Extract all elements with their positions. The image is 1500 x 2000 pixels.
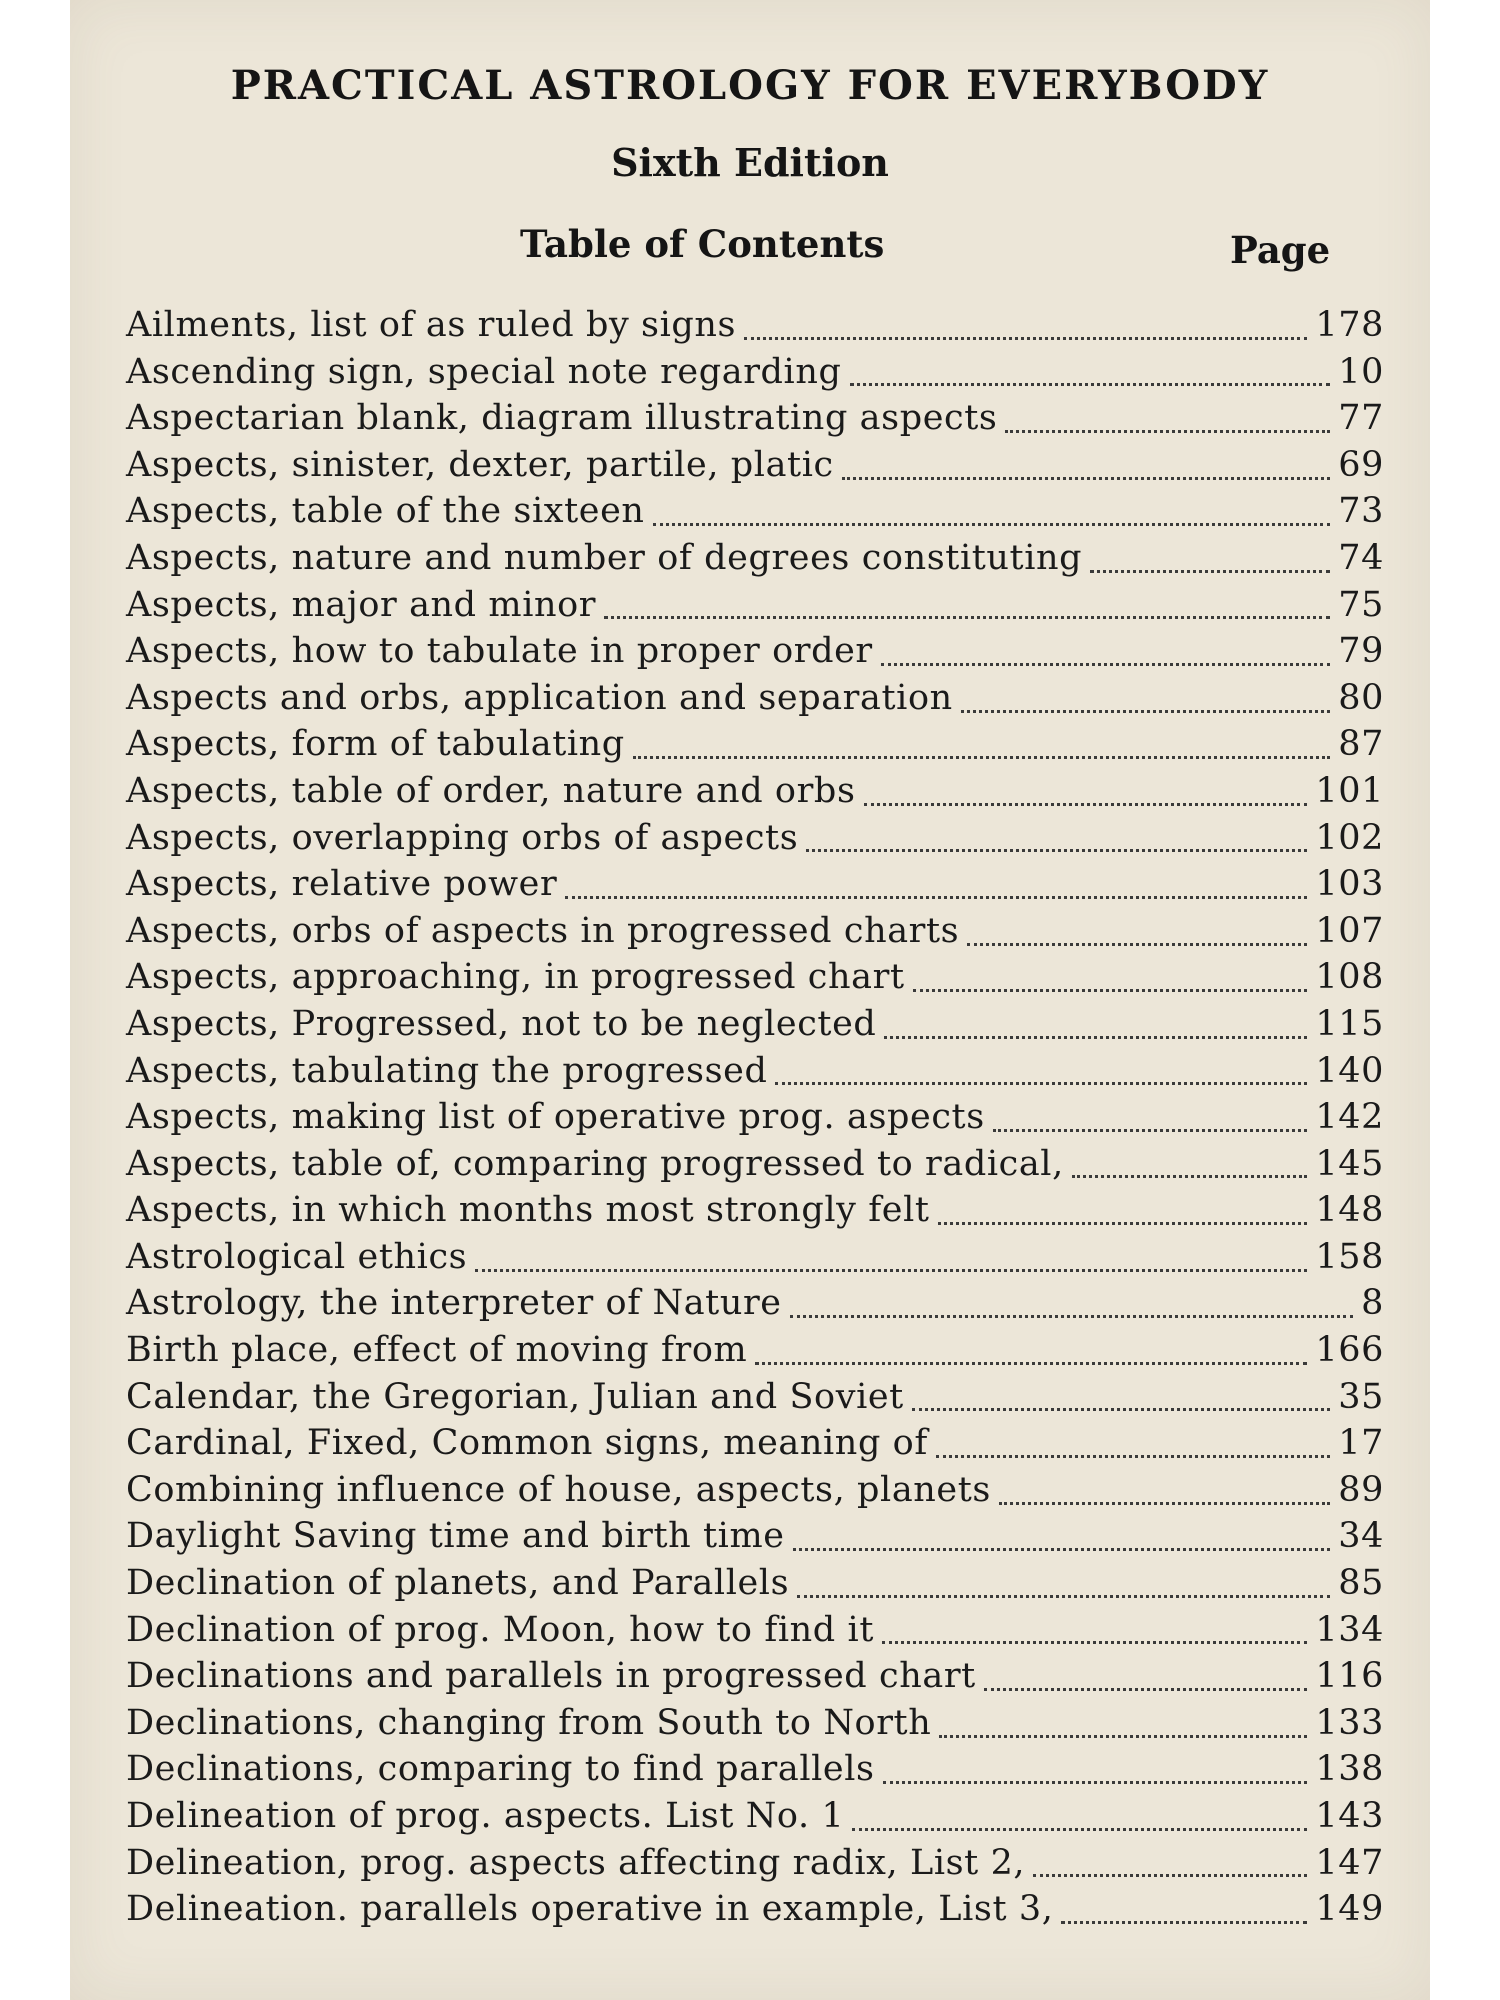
dot-leader xyxy=(755,1358,1307,1365)
dot-leader xyxy=(984,1684,1308,1691)
toc-entry xyxy=(126,1097,1384,1144)
dot-leader xyxy=(967,939,1307,946)
toc-entry-text: Aspects, approaching, in progressed chart xyxy=(126,957,905,998)
dot-leader xyxy=(864,799,1308,806)
toc-entry-page: 10 xyxy=(1338,351,1384,392)
toc-entry-text: Aspects, Progressed, not to be neglected xyxy=(126,1003,877,1044)
toc-entry-page: 147 xyxy=(1315,1842,1384,1883)
dot-leader xyxy=(993,1125,1308,1132)
toc-entry xyxy=(126,864,1384,911)
toc-entry-text: Aspects, overlapping orbs of aspects xyxy=(126,817,799,858)
book-title: PRACTICAL ASTROLOGY FOR EVERYBODY xyxy=(230,62,1270,109)
book-page xyxy=(70,0,1430,2000)
toc-entry xyxy=(126,352,1384,399)
toc-entry-text: Cardinal, Fixed, Common signs, meaning of xyxy=(126,1423,928,1464)
toc-entry xyxy=(126,1516,1384,1563)
toc-entry-page: 115 xyxy=(1315,1003,1384,1044)
toc-entry xyxy=(126,1703,1384,1750)
dot-leader xyxy=(938,1218,1308,1225)
toc-entry-text: Ascending sign, special note regarding xyxy=(126,351,842,392)
toc-entry-text: Aspects, how to tabulate in proper order xyxy=(126,631,873,672)
toc-entry xyxy=(126,1796,1384,1843)
toc-entry xyxy=(126,1423,1384,1470)
dot-leader xyxy=(604,612,1330,619)
toc-entry-text: Aspects, in which months most strongly felt xyxy=(126,1190,930,1231)
toc-entry-page: 35 xyxy=(1338,1376,1384,1417)
toc-entry-page: 178 xyxy=(1315,305,1384,345)
dot-leader xyxy=(842,473,1331,480)
toc-entry-text: Declinations and parallels in progressed chart xyxy=(126,1656,976,1697)
toc-entry xyxy=(126,631,1384,678)
toc-entry-text: Delineation of prog. aspects. List No. 1 xyxy=(126,1796,845,1836)
dot-leader xyxy=(1090,566,1330,573)
dot-leader xyxy=(633,752,1330,759)
page-column-heading: Page xyxy=(1230,228,1331,272)
dot-leader xyxy=(912,1404,1330,1411)
toc-entry xyxy=(126,445,1384,492)
dot-leader xyxy=(1005,426,1330,433)
toc-entry-page: 143 xyxy=(1315,1796,1384,1836)
dot-leader xyxy=(884,1032,1307,1039)
toc-entry-page: 87 xyxy=(1338,724,1384,765)
toc-entry-text: Astrology, the interpreter of Nature xyxy=(126,1283,782,1324)
toc-entry-text: Aspectarian blank, diagram illustrating aspects xyxy=(126,398,998,439)
toc-entry xyxy=(126,1563,1384,1610)
toc-entry-page: 133 xyxy=(1315,1702,1384,1743)
toc-entry-text: Daylight Saving time and birth time xyxy=(126,1516,785,1557)
toc-entry-text: Birth place, effect of moving from xyxy=(126,1330,748,1371)
toc-entry-page: 75 xyxy=(1338,584,1384,625)
toc-entry-page: 158 xyxy=(1315,1236,1384,1277)
toc-entry xyxy=(126,1144,1384,1191)
dot-leader xyxy=(881,659,1331,666)
dot-leader xyxy=(1072,1171,1308,1178)
toc-entry-page: 34 xyxy=(1338,1516,1384,1557)
toc-entry xyxy=(126,724,1384,771)
toc-entry-text: Aspects, table of order, nature and orbs xyxy=(126,770,856,811)
toc-entry xyxy=(126,1051,1384,1098)
dot-leader xyxy=(913,985,1308,992)
toc-entry-page: 142 xyxy=(1315,1097,1384,1138)
toc-entry-text: Ailments, list of as ruled by signs xyxy=(126,305,737,345)
dot-leader xyxy=(744,333,1307,340)
dot-leader xyxy=(939,1731,1307,1738)
toc-entry-text: Calendar, the Gregorian, Julian and Soviet xyxy=(126,1376,904,1417)
dot-leader xyxy=(797,1591,1330,1598)
toc-entry xyxy=(126,1889,1384,1936)
toc-entry-page: 79 xyxy=(1338,631,1384,672)
dot-leader xyxy=(882,1637,1307,1644)
toc-entry-text: Declinations, changing from South to North xyxy=(126,1702,932,1743)
dot-leader xyxy=(775,1078,1307,1085)
toc-entry xyxy=(126,911,1384,958)
dot-leader xyxy=(1061,1917,1307,1924)
toc-entry-text: Delineation. parallels operative in example, List 3, xyxy=(126,1889,1054,1930)
toc-entry xyxy=(126,538,1384,585)
toc-entry-text: Aspects, major and minor xyxy=(126,584,597,625)
toc-entry-page: 149 xyxy=(1315,1889,1384,1930)
dot-leader xyxy=(475,1265,1307,1272)
toc-entry xyxy=(126,1283,1384,1330)
toc-entry-page: 140 xyxy=(1315,1050,1384,1091)
toc-entry xyxy=(126,491,1384,538)
toc-entry-text: Aspects and orbs, application and separation xyxy=(126,677,953,718)
toc-entry-text: Aspects, sinister, dexter, partile, platic xyxy=(126,444,834,485)
toc-entry-text: Declinations, comparing to find parallels xyxy=(126,1749,875,1790)
toc-entry-text: Aspects, form of tabulating xyxy=(126,724,625,765)
toc-entry-page: 148 xyxy=(1315,1190,1384,1231)
toc-entry-page: 145 xyxy=(1315,1143,1384,1184)
toc-entry-page: 8 xyxy=(1361,1283,1384,1324)
dot-leader xyxy=(883,1777,1308,1784)
toc-entry-page: 138 xyxy=(1315,1749,1384,1790)
toc-entry xyxy=(126,818,1384,865)
toc-entry-page: 116 xyxy=(1315,1656,1384,1697)
dot-leader xyxy=(1033,1870,1307,1877)
toc-entry xyxy=(126,1237,1384,1284)
toc-entry xyxy=(126,957,1384,1004)
toc-list xyxy=(126,305,1384,1936)
toc-entry-text: Aspects, table of, comparing progressed to radical, xyxy=(126,1143,1064,1184)
toc-entry-text: Aspects, tabulating the progressed xyxy=(126,1050,768,1091)
toc-entry xyxy=(126,1377,1384,1424)
toc-entry-page: 80 xyxy=(1338,677,1384,718)
toc-entry xyxy=(126,585,1384,632)
toc-entry xyxy=(126,1749,1384,1796)
dot-leader xyxy=(653,519,1331,526)
dot-leader xyxy=(961,706,1330,713)
toc-entry xyxy=(126,1656,1384,1703)
toc-entry-page: 134 xyxy=(1315,1609,1384,1650)
toc-entry-text: Delineation, prog. aspects affecting radix, List 2, xyxy=(126,1842,1026,1883)
toc-entry-page: 73 xyxy=(1338,491,1384,532)
dot-leader xyxy=(850,379,1331,386)
toc-entry-text: Aspects, nature and number of degrees constituting xyxy=(126,537,1083,578)
toc-entry-text: Aspects, table of the sixteen xyxy=(126,491,645,532)
toc-entry-page: 69 xyxy=(1338,444,1384,485)
dot-leader xyxy=(790,1311,1354,1318)
toc-entry-text: Astrological ethics xyxy=(126,1236,468,1277)
toc-entry xyxy=(126,1843,1384,1890)
toc-entry-page: 89 xyxy=(1338,1469,1384,1510)
toc-entry xyxy=(126,771,1384,818)
toc-entry-text: Combining influence of house, aspects, planets xyxy=(126,1469,991,1510)
dot-leader xyxy=(936,1451,1330,1458)
toc-entry xyxy=(126,398,1384,445)
toc-entry-page: 103 xyxy=(1315,864,1384,905)
toc-entry xyxy=(126,1470,1384,1517)
dot-leader xyxy=(565,892,1307,899)
toc-heading: Table of Contents xyxy=(520,222,885,266)
toc-entry-page: 108 xyxy=(1315,957,1384,998)
toc-entry-page: 102 xyxy=(1315,817,1384,858)
dot-leader xyxy=(793,1544,1331,1551)
toc-entry xyxy=(126,678,1384,725)
edition-label: Sixth Edition xyxy=(611,140,889,185)
toc-entry-page: 77 xyxy=(1338,398,1384,439)
toc-entry-text: Aspects, making list of operative prog. aspects xyxy=(126,1097,985,1138)
toc-entry-text: Aspects, orbs of aspects in progressed charts xyxy=(126,910,960,951)
dot-leader xyxy=(999,1498,1330,1505)
toc-entry xyxy=(126,305,1384,352)
toc-entry-page: 17 xyxy=(1338,1423,1384,1464)
toc-entry xyxy=(126,1004,1384,1051)
toc-entry xyxy=(126,1610,1384,1657)
toc-entry-text: Aspects, relative power xyxy=(126,864,558,905)
toc-entry-page: 101 xyxy=(1315,770,1384,811)
toc-entry xyxy=(126,1190,1384,1237)
toc-entry-text: Declination of prog. Moon, how to find it xyxy=(126,1609,874,1650)
dot-leader xyxy=(806,845,1307,852)
toc-entry-text: Declination of planets, and Parallels xyxy=(126,1563,790,1604)
dot-leader xyxy=(852,1824,1307,1831)
toc-entry-page: 85 xyxy=(1338,1563,1384,1604)
toc-entry-page: 74 xyxy=(1338,537,1384,578)
toc-entry-page: 166 xyxy=(1315,1330,1384,1371)
toc-entry-page: 107 xyxy=(1315,910,1384,951)
toc-entry xyxy=(126,1330,1384,1377)
